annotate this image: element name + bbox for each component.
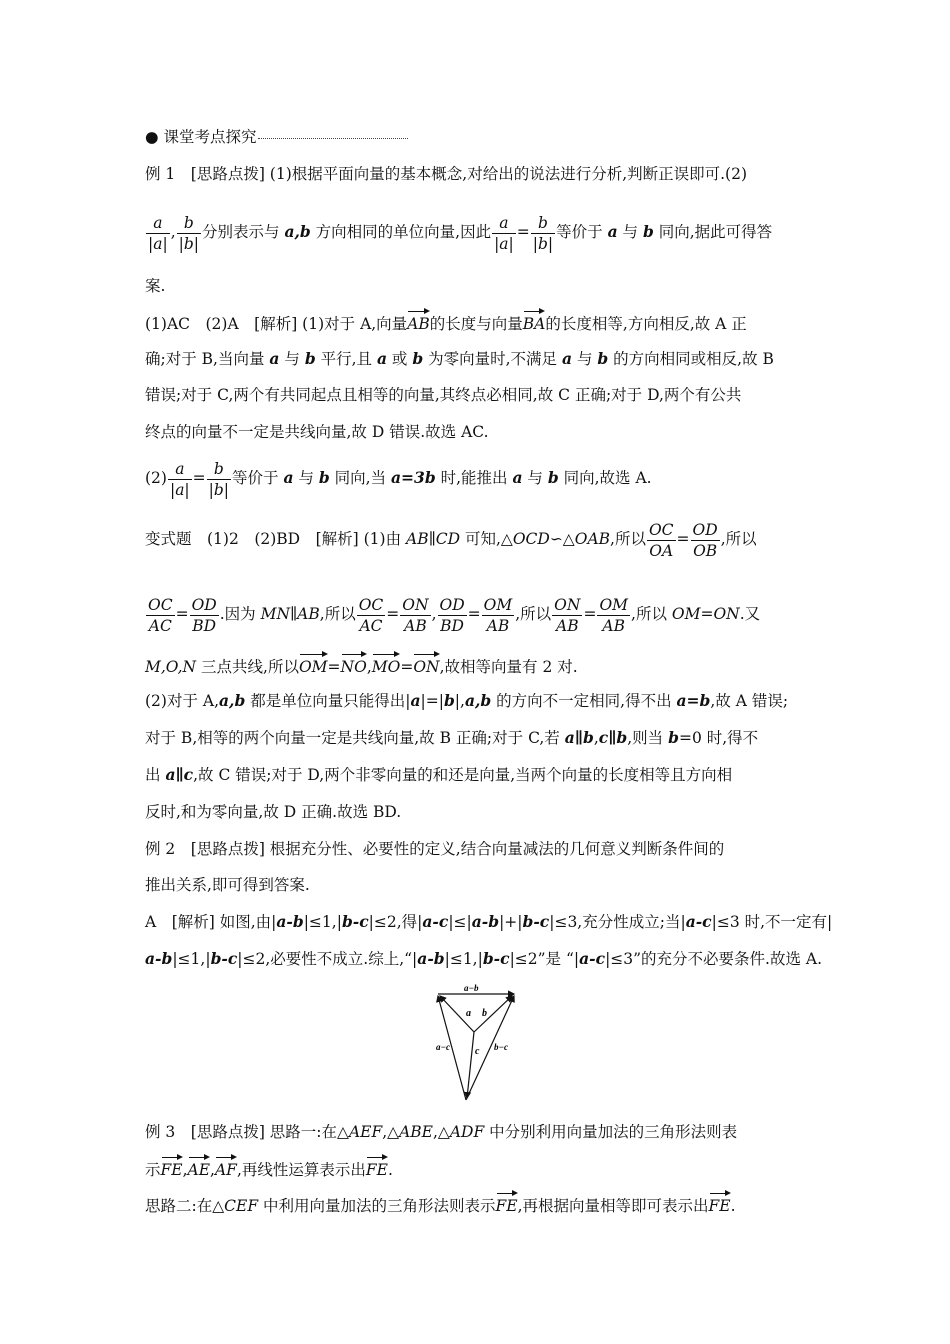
var1-line-5: 对于 B,相等的两个向量一定是共线向量,故 B 正确;对于 C,若 a∥b,c∥b,则当 b=0 时,得不: [145, 728, 759, 747]
vector-NO: NO: [341, 652, 367, 678]
fraction: $\frac{a}{|a|}$: [148, 213, 168, 253]
fraction: $\frac{OD}{BD}$: [191, 595, 217, 635]
ex2-line-4: a-b|≤1,|b-c|≤2,必要性不成立.综上,“|a-b|≤1,|b-c|≤2”是 “|a-c|≤3”的充分不必要条件.故选 A.: [145, 949, 823, 968]
vector-AB: AB: [407, 309, 430, 335]
vector-OM: OM: [299, 652, 328, 678]
vector-MO: MO: [372, 652, 401, 678]
vector-diagram: [430, 984, 526, 1102]
ex2-line-1: 例 2 [思路点拨] 根据充分性、必要性的定义,结合向量减法的几何意义判断条件间的: [145, 840, 725, 858]
fraction: $\frac{b}{|b|}$: [178, 213, 199, 253]
label-a-minus-c: a−c: [436, 1042, 450, 1052]
vector-FE: FE: [709, 1191, 731, 1217]
var1-line-1: 变式题 (1)2 (2)BD [解析] (1)由 AB∥CD 可知,△OCD∽△OAB,所以 $\frac{OC}{OA}$ = $\frac{OD}{OB}$ ,所以: [145, 520, 757, 560]
ex3-line-3: 思路二:在△CEF 中利用向量加法的三角形法则表示FE,再根据向量相等即可表示出FE.: [145, 1191, 810, 1217]
dotted-leader: [258, 138, 408, 139]
fraction: $\frac{b}{|b|}$: [532, 213, 554, 253]
vector-FE: FE: [496, 1191, 518, 1217]
ex1-line-2: $\frac{a}{|a|}$ , $\frac{b}{|b|}$ 分别表示与 a,b 方向相同的单位向量,因此 $\frac{a}{|a|}$ = $\frac{b}{|b|}$ 等价于 a 与 b 同向,据此可得答: [148, 213, 773, 253]
fraction: $\frac{b}{|b|}$: [208, 459, 230, 499]
arrow-c: [467, 1032, 474, 1098]
ex1-line-1: 例 1 [思路点拨] (1)根据平面向量的基本概念,对给出的说法进行分析,判断正误即可.(2): [145, 165, 748, 183]
vector-FE: FE: [366, 1155, 388, 1181]
vector-BA: BA: [523, 309, 546, 335]
ex3-line-1: 例 3 [思路点拨] 思路一:在△AEF,△ABE,△ADF 中分别利用向量加法的三角形法则表: [145, 1123, 738, 1141]
section-title: 课堂考点探究: [163, 128, 257, 146]
vector-FE: FE: [161, 1155, 183, 1181]
vector-AE: AE: [188, 1155, 211, 1181]
var1-line-6: 出 a∥c,故 C 错误;对于 D,两个非零向量的和还是向量,当两个向量的长度相等且方向相: [145, 765, 733, 784]
ex2-line-2: 推出关系,即可得到答案.: [145, 876, 310, 894]
fraction: $\frac{a}{|a|}$: [169, 459, 190, 499]
fraction: $\frac{OM}{AB}$: [599, 595, 629, 635]
ex2-line-3: A [解析] 如图,由|a-b|≤1,|b-c|≤2,得|a-c|≤|a-b|+|b-c|≤3,充分性成立;当|a-c|≤3 时,不一定有|: [145, 912, 833, 931]
ex1-line-5: 确;对于 B,当向量 a 与 b 平行,且 a 或 b 为零向量时,不满足 a 与 b 的方向相同或相反,故 B: [145, 349, 774, 368]
label-c: c: [475, 1046, 480, 1057]
var1-line-4: (2)对于 A,a,b 都是单位向量只能得出|a|=|b|,a,b 的方向不一定相同,得不出 a=b,故 A 错误;: [145, 691, 789, 710]
fraction: $\frac{OC}{AC}$: [148, 595, 173, 635]
section-heading: [145, 126, 810, 148]
label-a: a: [466, 1008, 471, 1019]
fraction: $\frac{a}{|a|}$: [494, 213, 514, 253]
var1-line-2: $\frac{OC}{AC}$ = $\frac{OD}{BD}$ .因为 MN∥AB,所以 $\frac{OC}{AC}$ = $\frac{ON}{AB}$ , $\frac{OD}{BD}$ = $\frac{OM}{AB}$ ,所以 $\frac{ON}{AB}$ = $\frac{OM}{AB}$ ,所以 OM=ON.又: [148, 595, 761, 635]
ex1-line-7: 终点的向量不一定是共线向量,故 D 错误.故选 AC.: [145, 423, 489, 441]
fraction: $\frac{ON}{AB}$: [554, 595, 581, 635]
label-b-minus-c: b−c: [494, 1042, 508, 1052]
fraction: $\frac{OD}{OB}$: [692, 520, 718, 560]
bullet-icon: ●: [145, 128, 159, 146]
var1-line-7: 反时,和为零向量,故 D 正确.故选 BD.: [145, 803, 402, 821]
label-b: b: [482, 1008, 487, 1019]
label-a-minus-b: a−b: [464, 984, 479, 993]
var1-line-3: M,O,N 三点共线,所以OM=NO,MO=ON,故相等向量有 2 对.: [145, 652, 810, 678]
fraction: $\frac{OD}{BD}$: [439, 595, 465, 635]
vector-AF: AF: [215, 1155, 237, 1181]
ex1-line-4: (1)AC (2)A [解析] (1)对于 A,向量AB的长度与向量BA的长度相等,方向相反,故 A 正: [145, 309, 810, 335]
fraction: $\frac{OC}{OA}$: [648, 520, 674, 560]
fraction: $\frac{OC}{AC}$: [358, 595, 384, 635]
vector-ON: ON: [413, 652, 439, 678]
ex3-line-2: 示FE,AE,AF,再线性运算表示出FE.: [145, 1155, 810, 1181]
ex1-line-6: 错误;对于 C,两个有共同起点且相等的向量,其终点必相同,故 C 正确;对于 D,两个有公共: [145, 386, 742, 404]
ex1-line-3: 案.: [145, 277, 166, 295]
fraction: $\frac{ON}{AB}$: [402, 595, 429, 635]
ex1-line-8: (2) $\frac{a}{|a|}$ = $\frac{b}{|b|}$ 等价于 a 与 b 同向,当 a=3b 时,能推出 a 与 b 同向,故选 A.: [145, 459, 652, 499]
fraction: $\frac{OM}{AB}$: [483, 595, 513, 635]
